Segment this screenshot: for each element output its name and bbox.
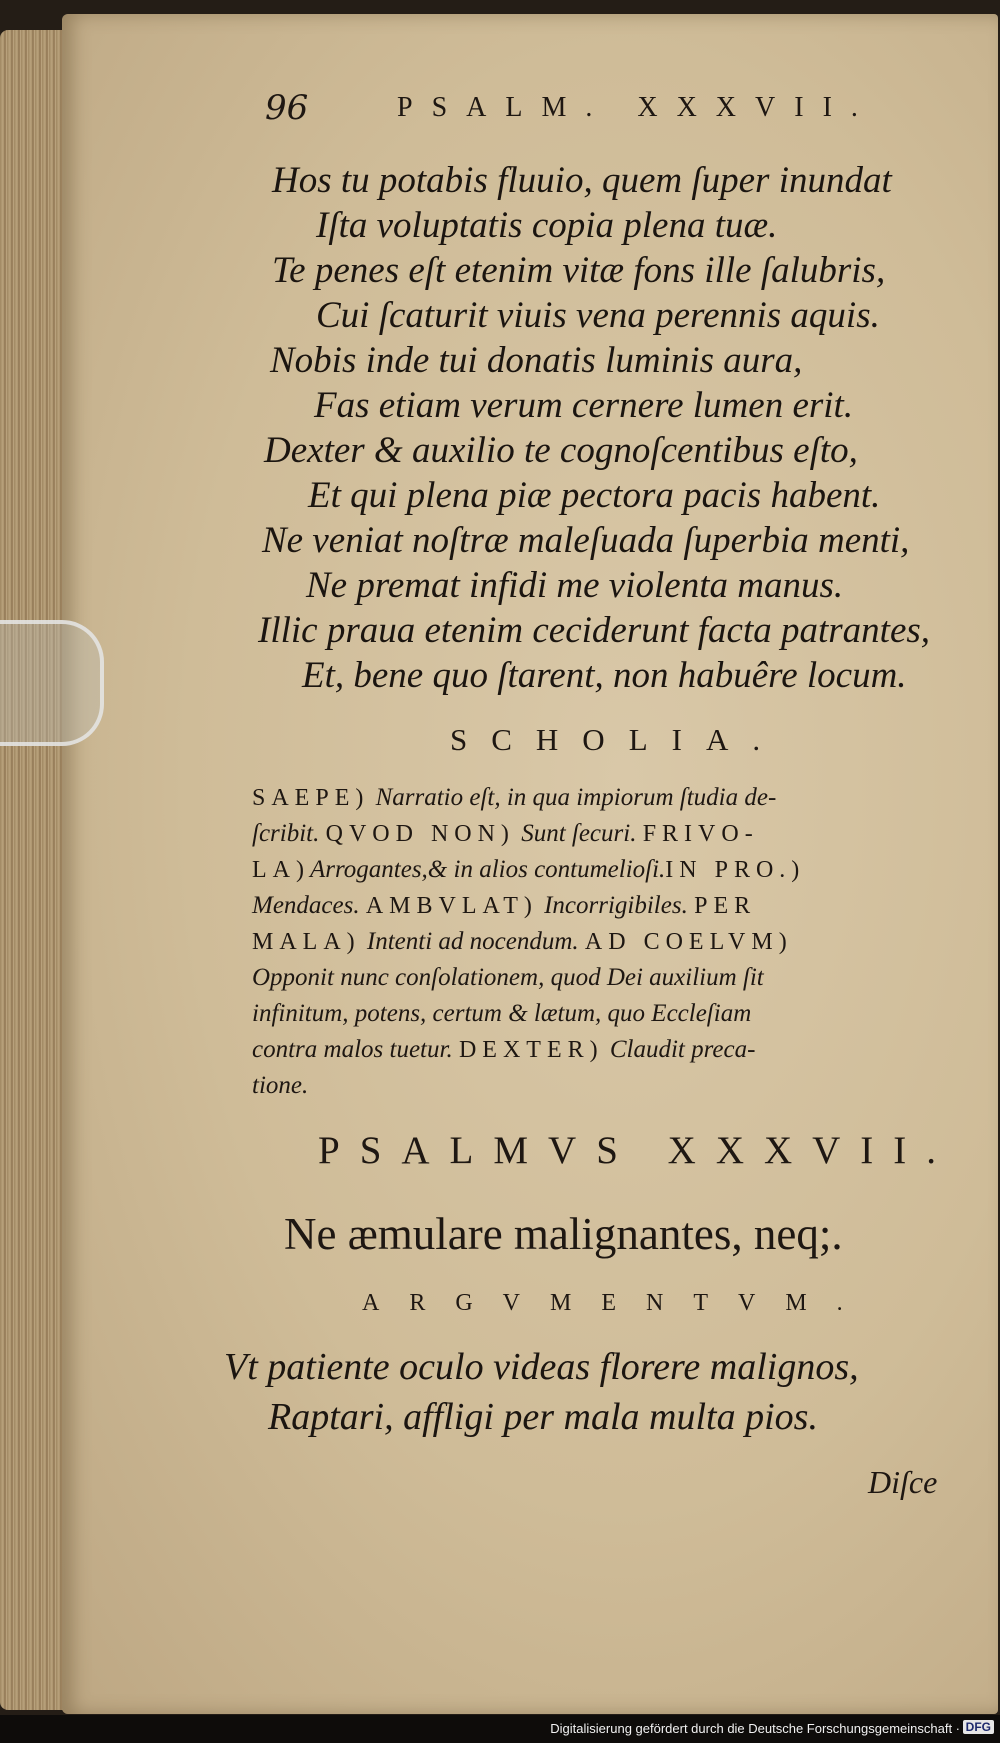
verse-line: Et, bene quo ſtarent, non habuêre locum. [302, 655, 907, 696]
verse-line: Et qui plena piæ pectora pacis habent. [308, 475, 881, 516]
scholia-line [252, 960, 942, 996]
scholia-lemma: DEXTER) [458, 1037, 604, 1063]
scholia-line [252, 1068, 942, 1104]
scholia-lemma: LA) [252, 857, 310, 883]
psalm-incipit: Ne æmulare malignantes, neq;. [284, 1209, 843, 1259]
scholia-gloss: Intenti ad nocendum. [360, 928, 585, 955]
verse-line: Te penes eſt etenim vitæ fons ille ſalubris, [272, 250, 886, 291]
scholia-lemma: MALA) [252, 929, 361, 955]
scholia-line [252, 888, 942, 924]
scholia-lemma: SAEPE) [252, 785, 370, 811]
catchword: Diſce [868, 1464, 938, 1500]
argumentum-line: Raptari, affligi per mala multa pios. [268, 1396, 818, 1438]
scholia-gloss: Arrogantes,& in alios contumelioſi. [309, 856, 666, 883]
bookmark-clip [0, 620, 104, 746]
scholia-gloss: Incorrigibiles. [537, 892, 695, 919]
argumentum-title: ARGVMENTVM. [362, 1290, 873, 1316]
scholia-gloss: Sunt ſecuri. [514, 820, 643, 847]
page-header [265, 88, 925, 134]
verse-line: Illic praua etenim ceciderunt facta patrantes, [258, 610, 931, 651]
scholia-line [252, 816, 942, 852]
scholia-gloss: contra malos tuetur. [252, 1036, 459, 1063]
digitization-footer [0, 1715, 1000, 1743]
scholia-lemma: QVOD NON) [325, 821, 515, 847]
verse-line: Fas etiam verum cernere lumen erit. [314, 385, 854, 426]
argumentum-line: Vt patiente oculo videas florere malignos, [224, 1346, 859, 1388]
scholia-gloss: Mendaces. [252, 892, 366, 919]
scholia-line [252, 1032, 942, 1068]
psalm-title: PSALMVS XXXVII. [318, 1129, 957, 1172]
dfg-logo: DFG [963, 1720, 994, 1734]
scholia-lemma: IN PRO.) [665, 857, 806, 883]
scholia-lemma: PER [694, 893, 757, 919]
scholia-lemma: AD COELVM) [584, 929, 793, 955]
footer-credit: Digitalisierung gefördert durch die Deutsche Forschungsgemeinschaft · [550, 1721, 960, 1736]
scholia-line [252, 852, 942, 888]
verse-line: Hos tu potabis fluuio, quem ſuper inundat [272, 160, 892, 201]
scholia-line [252, 996, 942, 1032]
scholia-gloss: ſcribit. [252, 820, 326, 847]
scholia-line [252, 924, 942, 960]
scholia-gloss: Opponit nunc conſolationem, quod Dei auxilium ſit [252, 964, 764, 991]
scholia-line [252, 780, 942, 816]
scholia-notes [252, 780, 942, 1104]
running-head: PSALM. XXXVII. [397, 92, 877, 123]
scholia-gloss: Narratio eſt, in qua impiorum ſtudia de- [369, 784, 777, 811]
scholia-gloss: tione. [252, 1072, 309, 1099]
scholia-gloss: infinitum, potens, certum & lætum, quo Eccleſiam [252, 1000, 752, 1027]
verse-line: Dexter & auxilio te cognoſcentibus eſto, [264, 430, 858, 471]
verse-line: Nobis inde tui donatis luminis aura, [270, 340, 803, 381]
verse-line: Iſta voluptatis copia plena tuæ. [316, 205, 778, 246]
page-number: 96 [265, 88, 309, 128]
verse-line: Ne veniat noſtræ maleſuada ſuperbia menti, [262, 520, 910, 561]
scholia-lemma: FRIVO- [642, 821, 759, 847]
verse-line: Ne premat infidi me violenta manus. [306, 565, 844, 606]
scholia-lemma: AMBVLAT) [365, 893, 538, 919]
scholia-gloss: Claudit preca- [603, 1036, 756, 1063]
scholia-title: SCHOLIA. [450, 722, 785, 757]
verse-line: Cui ſcaturit viuis vena perennis aquis. [316, 295, 880, 336]
